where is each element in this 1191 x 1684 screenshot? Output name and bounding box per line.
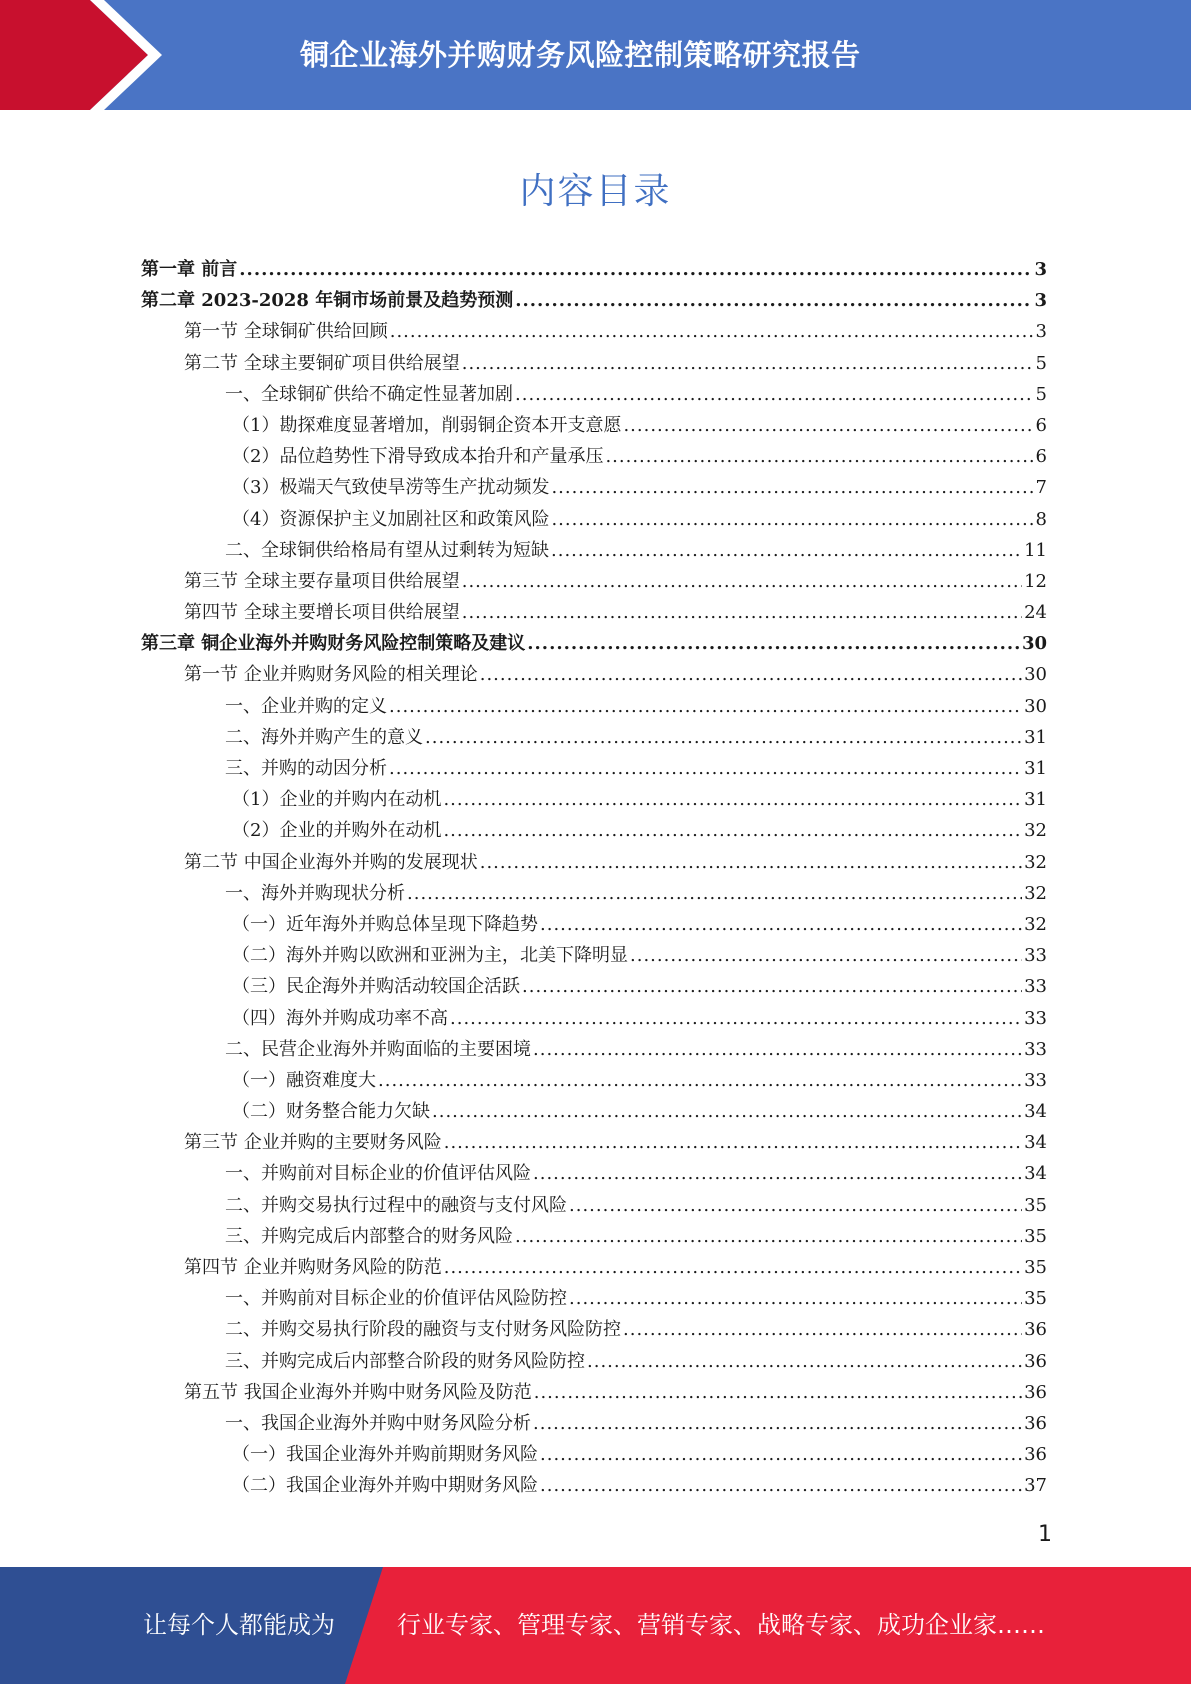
- toc-entry-page: 35: [1024, 1194, 1047, 1216]
- toc-dot-leader: [540, 1439, 1022, 1470]
- toc-dot-leader: [407, 878, 1022, 909]
- toc-entry-page: 5: [1035, 352, 1047, 374]
- toc-entry-label: 第三节 全球主要存量项目供给展望: [184, 570, 460, 592]
- toc-entry[interactable]: [141, 1377, 1047, 1408]
- toc-entry-page: 32: [1024, 820, 1047, 842]
- toc-entry-label: （2）品位趋势性下滑导致成本抬升和产量承压: [232, 446, 604, 468]
- toc-entry-label: （1）企业的并购内在动机: [232, 789, 442, 811]
- toc-entry-label: 一、企业并购的定义: [225, 695, 387, 717]
- toc-entry-label: （二）财务整合能力欠缺: [232, 1101, 430, 1123]
- toc-entry-label: 一、并购前对目标企业的价值评估风险防控: [225, 1288, 567, 1310]
- toc-entry-label: 二、海外并购产生的意义: [225, 726, 423, 748]
- toc-entry-page: 32: [1024, 913, 1047, 935]
- toc-dot-leader: [443, 815, 1022, 846]
- toc-entry-page: 33: [1024, 976, 1047, 998]
- toc-entry-label: 一、全球铜矿供给不确定性显著加剧: [225, 383, 513, 405]
- toc-entry[interactable]: [141, 1408, 1047, 1439]
- toc-dot-leader: [551, 504, 1033, 535]
- toc-dot-leader: [480, 659, 1022, 690]
- toc-entry-page: 31: [1024, 789, 1047, 811]
- toc-entry[interactable]: [141, 1034, 1047, 1065]
- toc-dot-leader: [389, 691, 1022, 722]
- toc-entry-page: 24: [1024, 602, 1047, 624]
- toc-entry-page: 36: [1024, 1319, 1047, 1341]
- page-number: 1: [1038, 1522, 1052, 1547]
- toc-entry-page: 33: [1024, 1007, 1047, 1029]
- toc-dot-leader: [462, 597, 1022, 628]
- toc-entry-page: 33: [1024, 1038, 1047, 1060]
- toc-entry[interactable]: [141, 597, 1047, 628]
- toc-entry-label: 一、海外并购现状分析: [225, 882, 405, 904]
- toc-dot-leader: [533, 1408, 1022, 1439]
- toc-dot-leader: [551, 535, 1022, 566]
- toc-entry[interactable]: [141, 1003, 1047, 1034]
- toc-dot-leader: [533, 1034, 1022, 1065]
- toc-entry[interactable]: [141, 410, 1047, 441]
- toc-entry[interactable]: [141, 909, 1047, 940]
- toc-entry-page: 33: [1024, 945, 1047, 967]
- toc-dot-leader: [515, 379, 1034, 410]
- footer-slogan-right: 行业专家、管理专家、营销专家、战略专家、成功企业家……: [397, 1611, 1045, 1639]
- toc-entry-page: 34: [1024, 1101, 1047, 1123]
- toc-dot-leader: [389, 753, 1022, 784]
- toc-entry-page: 32: [1024, 882, 1047, 904]
- toc-entry-label: 三、并购完成后内部整合阶段的财务风险防控: [225, 1350, 585, 1372]
- toc-entry-label: 三、并购完成后内部整合的财务风险: [225, 1225, 513, 1247]
- toc-entry-label: 第二节 中国企业海外并购的发展现状: [184, 851, 478, 873]
- toc-dot-leader: [605, 441, 1033, 472]
- toc-entry-page: 3: [1034, 259, 1047, 280]
- toc-entry[interactable]: [141, 441, 1047, 472]
- toc-entry[interactable]: [141, 722, 1047, 753]
- toc-entry-page: 12: [1024, 570, 1047, 592]
- toc-entry-label: 二、民营企业海外并购面临的主要困境: [225, 1038, 531, 1060]
- toc-entry-page: 35: [1024, 1257, 1047, 1278]
- toc-entry-label: 二、并购交易执行过程中的融资与支付风险: [225, 1194, 567, 1216]
- toc-dot-leader: [623, 410, 1033, 441]
- toc-entry-label: （四）海外并购成功率不高: [232, 1007, 448, 1029]
- toc-entry-page: 31: [1024, 758, 1047, 779]
- toc-entry[interactable]: [141, 316, 1047, 347]
- toc-entry[interactable]: [141, 1252, 1047, 1283]
- toc-entry-page: 30: [1024, 664, 1047, 686]
- toc-dot-leader: [462, 566, 1022, 597]
- toc-dot-leader: [443, 784, 1022, 815]
- toc-entry-label: 第二章 2023-2028 年铜市场前景及趋势预测: [141, 290, 514, 312]
- toc-entry[interactable]: [141, 878, 1047, 909]
- toc-dot-leader: [515, 1221, 1022, 1252]
- toc-entry-page: 36: [1024, 1350, 1047, 1372]
- toc-entry[interactable]: [141, 628, 1047, 659]
- toc-entry-page: 30: [1024, 695, 1047, 717]
- toc-dot-leader: [551, 472, 1033, 503]
- table-of-contents: [141, 254, 1047, 1502]
- toc-dot-leader: [527, 628, 1020, 659]
- toc-entry-label: 三、并购的动因分析: [225, 758, 387, 779]
- toc-heading: 内容目录: [519, 171, 672, 212]
- toc-entry-label: 二、并购交易执行阶段的融资与支付财务风险防控: [225, 1319, 621, 1341]
- toc-entry-label: （二）我国企业海外并购中期财务风险: [232, 1475, 538, 1497]
- toc-entry[interactable]: [141, 566, 1047, 597]
- toc-entry[interactable]: [141, 1470, 1047, 1501]
- toc-entry[interactable]: [141, 691, 1047, 722]
- toc-entry[interactable]: [141, 753, 1047, 784]
- toc-dot-leader: [522, 971, 1022, 1002]
- toc-entry-page: 37: [1024, 1475, 1047, 1497]
- toc-dot-leader: [444, 1127, 1022, 1158]
- toc-entry-page: 35: [1024, 1225, 1047, 1247]
- toc-dot-leader: [540, 1470, 1022, 1501]
- toc-dot-leader: [444, 1252, 1022, 1283]
- toc-dot-leader: [569, 1190, 1022, 1221]
- toc-entry-page: 35: [1024, 1288, 1047, 1310]
- toc-entry-label: （一）我国企业海外并购前期财务风险: [232, 1444, 538, 1466]
- toc-entry-label: 第四节 全球主要增长项目供给展望: [184, 602, 460, 624]
- toc-entry[interactable]: [141, 535, 1047, 566]
- toc-dot-leader: [462, 348, 1034, 379]
- toc-entry[interactable]: [141, 1439, 1047, 1470]
- toc-dot-leader: [515, 285, 1032, 316]
- toc-entry-label: （2）企业的并购外在动机: [232, 820, 442, 842]
- toc-entry[interactable]: [141, 1158, 1047, 1189]
- toc-entry[interactable]: [141, 504, 1047, 535]
- toc-dot-leader: [432, 1096, 1022, 1127]
- toc-entry[interactable]: [141, 1096, 1047, 1127]
- toc-entry[interactable]: [141, 815, 1047, 846]
- toc-entry[interactable]: [141, 1221, 1047, 1252]
- toc-dot-leader: [390, 316, 1034, 347]
- toc-entry-page: 31: [1024, 726, 1047, 748]
- toc-dot-leader: [480, 847, 1022, 878]
- toc-entry[interactable]: [141, 1314, 1047, 1345]
- toc-dot-leader: [630, 940, 1022, 971]
- toc-entry-label: 二、全球铜供给格局有望从过剩转为短缺: [225, 539, 549, 561]
- toc-entry[interactable]: [141, 1127, 1047, 1158]
- toc-entry[interactable]: [141, 847, 1047, 878]
- toc-dot-leader: [540, 909, 1022, 940]
- toc-entry-label: （三）民企海外并购活动较国企活跃: [232, 976, 520, 998]
- toc-entry[interactable]: [141, 1283, 1047, 1314]
- toc-entry[interactable]: [141, 971, 1047, 1002]
- toc-dot-leader: [450, 1003, 1022, 1034]
- toc-dot-leader: [533, 1158, 1022, 1189]
- toc-entry[interactable]: [141, 1190, 1047, 1221]
- toc-entry[interactable]: [141, 254, 1047, 285]
- toc-entry-page: 34: [1024, 1163, 1047, 1185]
- toc-entry-page: 11: [1024, 539, 1047, 561]
- toc-entry-label: （3）极端天气致使旱涝等生产扰动频发: [232, 477, 550, 499]
- toc-entry-label: 第三章 铜企业海外并购财务风险控制策略及建议: [141, 633, 526, 655]
- toc-entry-page: 30: [1021, 633, 1047, 655]
- toc-entry[interactable]: [141, 1065, 1047, 1096]
- toc-entry-label: （一）融资难度大: [232, 1069, 376, 1091]
- page-header: [0, 0, 1191, 110]
- toc-entry-page: 33: [1024, 1069, 1047, 1091]
- toc-entry-page: 36: [1024, 1412, 1047, 1434]
- toc-entry-label: （4）资源保护主义加剧社区和政策风险: [232, 508, 550, 530]
- toc-entry-label: 一、我国企业海外并购中财务风险分析: [225, 1412, 531, 1434]
- toc-entry[interactable]: [141, 472, 1047, 503]
- toc-entry-label: （一）近年海外并购总体呈现下降趋势: [232, 913, 538, 935]
- toc-entry-label: （二）海外并购以欧洲和亚洲为主，北美下降明显: [232, 945, 628, 967]
- toc-entry[interactable]: [141, 348, 1047, 379]
- toc-entry[interactable]: [141, 1346, 1047, 1377]
- toc-entry-label: 第二节 全球主要铜矿项目供给展望: [184, 352, 460, 374]
- page-footer: [0, 1567, 1191, 1684]
- toc-entry[interactable]: [141, 784, 1047, 815]
- toc-entry-page: 3: [1035, 321, 1047, 343]
- toc-dot-leader: [425, 722, 1022, 753]
- toc-entry[interactable]: [141, 940, 1047, 971]
- toc-dot-leader: [569, 1283, 1022, 1314]
- toc-entry-page: 6: [1035, 446, 1047, 468]
- toc-entry-page: 36: [1024, 1381, 1047, 1403]
- toc-entry-label: 第一章 前言: [141, 259, 238, 280]
- toc-dot-leader: [378, 1065, 1022, 1096]
- toc-entry-label: （1）勘探难度显著增加，削弱铜企资本开支意愿: [232, 414, 622, 436]
- toc-dot-leader: [239, 254, 1032, 285]
- toc-entry-label: 第一节 企业并购财务风险的相关理论: [184, 664, 478, 686]
- footer-slogan-left: 让每个人都能成为: [143, 1611, 335, 1639]
- toc-entry-page: 32: [1024, 851, 1047, 873]
- toc-dot-leader: [587, 1346, 1022, 1377]
- toc-entry[interactable]: [141, 285, 1047, 316]
- toc-entry[interactable]: [141, 659, 1047, 690]
- report-title: 铜企业海外并购财务风险控制策略研究报告: [300, 38, 861, 72]
- toc-entry-page: 8: [1035, 508, 1047, 530]
- toc-entry-page: 36: [1024, 1444, 1047, 1466]
- toc-entry-page: 34: [1024, 1132, 1047, 1154]
- toc-entry-label: 第三节 企业并购的主要财务风险: [184, 1132, 442, 1154]
- toc-entry-label: 第一节 全球铜矿供给回顾: [184, 321, 388, 343]
- toc-entry-label: 第四节 企业并购财务风险的防范: [184, 1257, 442, 1278]
- toc-entry-label: 第五节 我国企业海外并购中财务风险及防范: [184, 1381, 532, 1403]
- toc-entry-page: 3: [1034, 290, 1047, 312]
- toc-entry-page: 6: [1035, 414, 1047, 436]
- toc-entry[interactable]: [141, 379, 1047, 410]
- toc-dot-leader: [534, 1377, 1022, 1408]
- toc-entry-page: 5: [1035, 383, 1047, 405]
- toc-dot-leader: [623, 1314, 1022, 1345]
- toc-entry-label: 一、并购前对目标企业的价值评估风险: [225, 1163, 531, 1185]
- toc-entry-page: 7: [1035, 477, 1047, 499]
